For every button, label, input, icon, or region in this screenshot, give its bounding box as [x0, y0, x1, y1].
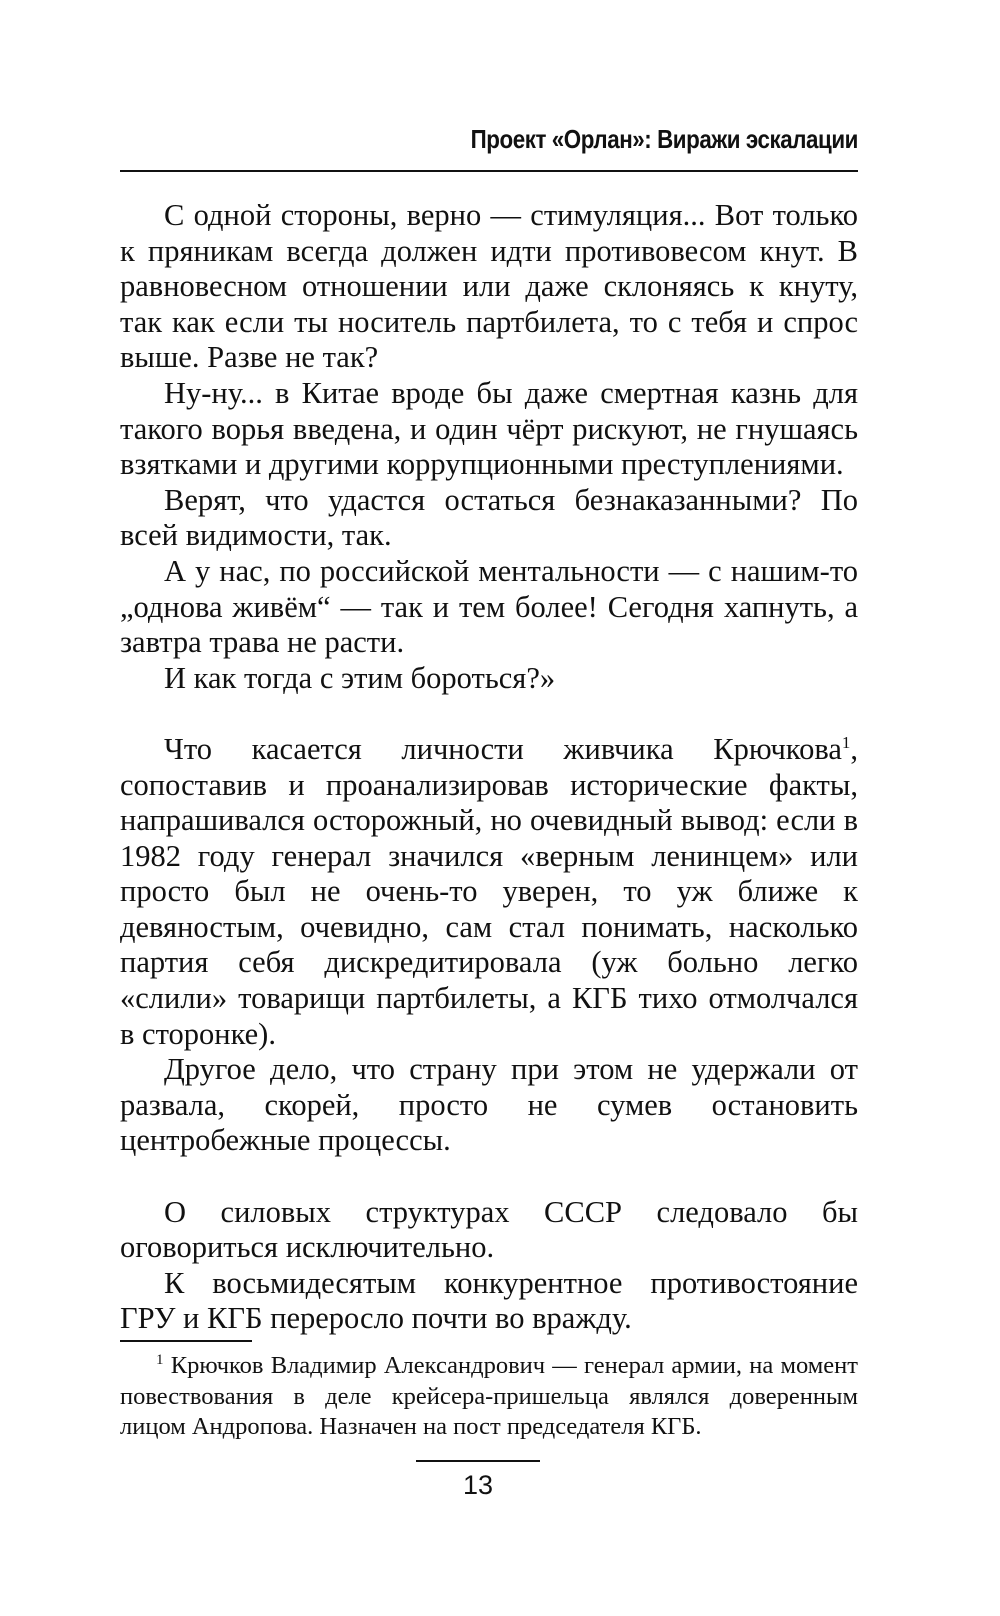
paragraph: Другое дело, что страну при этом не удержали от развала, скорей, просто не сумев остановить центробежные процессы. — [120, 1052, 858, 1158]
paragraph: И как тогда с этим бороться?» — [164, 660, 556, 695]
footnote-marker: 1 — [841, 732, 851, 752]
footnote — [120, 1351, 858, 1443]
paragraph: С одной стороны, верно — стимуляция... Вот только к пряникам всегда должен идти противовесом кнут. В равновесном отношении или даже склоняясь к кнуту, так как если ты носитель партбилета, то с тебя и спрос выше. Разве не так? — [120, 198, 858, 375]
header-rule — [120, 170, 858, 172]
paragraph: А у нас, по российской ментальности — с нашим-то „однова живём“ — так и тем более! Сегодня хапнуть, а завтра трава не расти. — [120, 553, 858, 660]
body-text — [120, 198, 858, 1337]
footnote-number: 1 — [156, 1351, 164, 1368]
page-number: 13 — [462, 1470, 494, 1500]
paragraph-with-footnote — [120, 732, 858, 1052]
page-number-rule — [416, 1460, 540, 1462]
paragraph: Ну-ну... в Китае вроде бы даже смертная казнь для такого ворья введена, и один чёрт рискуют, не гнушаясь взятками и другими коррупционными преступлениями. — [120, 375, 858, 482]
running-header: Проект «Орлан»: Виражи эскалации — [470, 124, 858, 154]
paragraph: О силовых структурах СССР следовало бы оговориться исключительно. — [120, 1194, 858, 1265]
footnote-text: Крючков Владимир Александрович — генерал армии, на момент повествования в деле крейсера-пришельца являлся доверенным лицом Андропова. Назначен на пост председателя КГБ. — [120, 1352, 858, 1440]
paragraph-text-after: , сопоставив и проанализировав исторические факты, напрашивался осторожный, но очевидный вывод: если в 1982 году генерал значился «верным ленинцем» или просто был не очень-то уверен, то уж ближе к девяностым, очевидно, сам стал понимать, насколько партия себя дискредитировала (уж больно легко «слили» товарищи партбилеты, а КГБ тихо отмолчался в сторонке). — [120, 731, 858, 1051]
paragraph: Верят, что удастся остаться безнаказанными? По всей видимости, так. — [120, 482, 858, 553]
book-page — [120, 0, 858, 1616]
paragraph: К восьмидесятым конкурентное противостояние ГРУ и КГБ переросло почти во вражду. — [120, 1265, 858, 1336]
paragraph-text-before: Что касается личности живчика Крючкова — [164, 731, 842, 766]
footnote-rule — [120, 1340, 252, 1342]
